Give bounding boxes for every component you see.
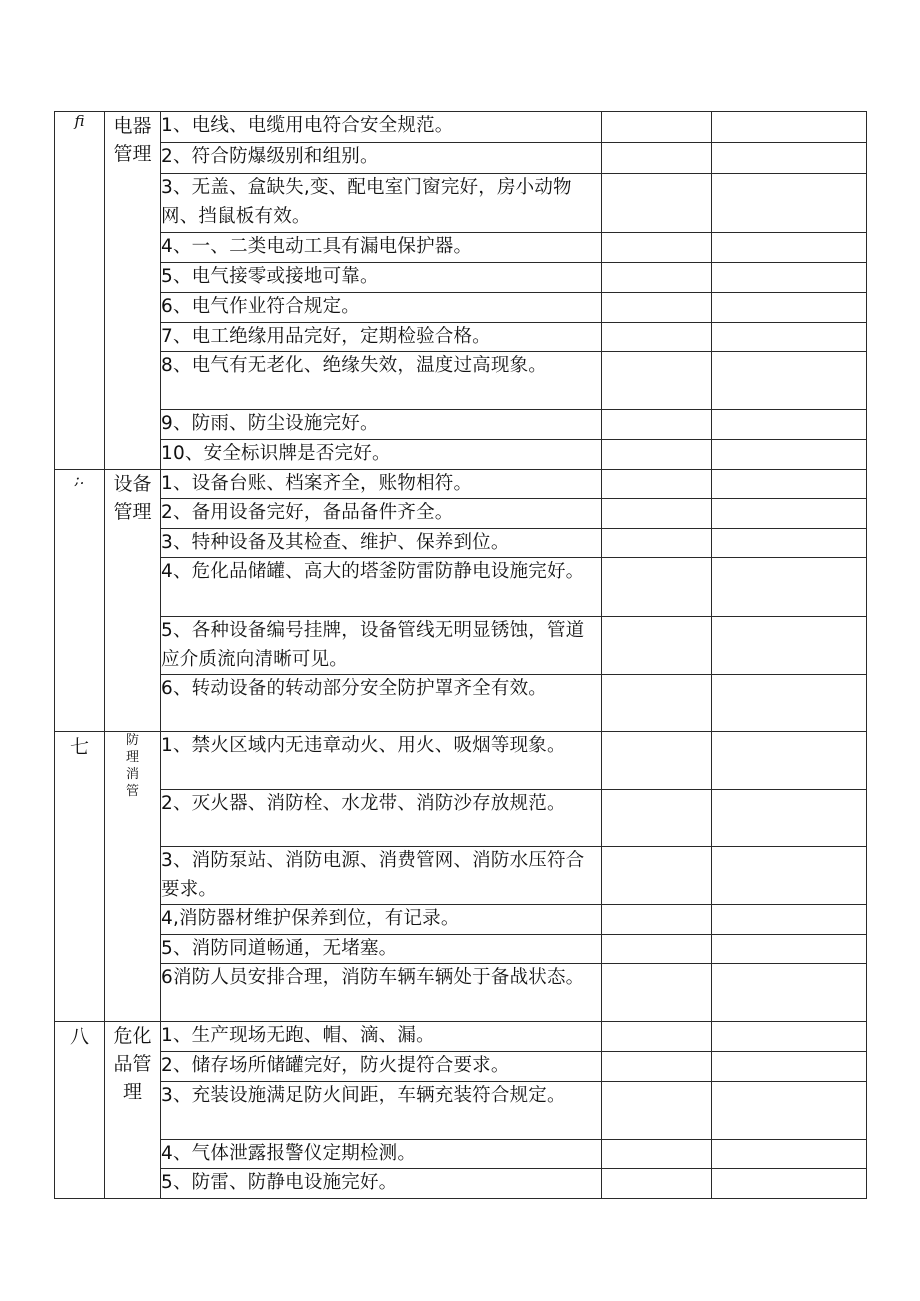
result-cell[interactable] [602, 292, 712, 322]
checklist-item: 3、无盖、盒缺失,变、配电室门窗完好，房小动物网、挡鼠板有效。 [161, 174, 602, 233]
section-number: 八 [55, 1022, 105, 1199]
checklist-item: 2、符合防爆级别和组别。 [161, 143, 602, 174]
remark-cell[interactable] [712, 790, 867, 847]
result-cell[interactable] [602, 1081, 712, 1139]
result-cell[interactable] [602, 675, 712, 732]
checklist-item: 4、一、二类电动工具有漏电保护器。 [161, 233, 602, 263]
checklist-item: 3、特种设备及其检查、维护、保养到位。 [161, 528, 602, 558]
remark-cell[interactable] [712, 233, 867, 263]
checklist-item: 5、消防同道畅通，无堵塞。 [161, 934, 602, 964]
result-cell[interactable] [602, 439, 712, 469]
remark-cell[interactable] [712, 847, 867, 905]
result-cell[interactable] [602, 905, 712, 935]
remark-cell[interactable] [712, 964, 867, 1022]
checklist-item: 6消防人员安排合理，消防车辆车辆处于备战状态。 [161, 964, 602, 1022]
remark-cell[interactable] [712, 1169, 867, 1199]
section-category [105, 112, 161, 470]
remark-cell[interactable] [712, 1081, 867, 1139]
table-row [55, 847, 867, 905]
table-row [55, 233, 867, 263]
checklist-item: 2、备用设备完好，备品备件齐全。 [161, 499, 602, 529]
checklist-item: 1、电线、电缆用电符合安全规范。 [161, 112, 602, 143]
checklist-item: 6、电气作业符合规定。 [161, 292, 602, 322]
remark-cell[interactable] [712, 292, 867, 322]
checklist-item: 6、转动设备的转动部分安全防护罩齐全有效。 [161, 675, 602, 732]
table-row [55, 558, 867, 617]
remark-cell[interactable] [712, 1052, 867, 1082]
table-row [55, 1139, 867, 1169]
remark-cell[interactable] [712, 469, 867, 499]
checklist-item: 5、电气接零或接地可靠。 [161, 263, 602, 293]
remark-cell[interactable] [712, 499, 867, 529]
remark-cell[interactable] [712, 675, 867, 732]
checklist-item: 10、安全标识牌是否完好。 [161, 439, 602, 469]
result-cell[interactable] [602, 732, 712, 790]
table-row [55, 934, 867, 964]
remark-cell[interactable] [712, 732, 867, 790]
table-row [55, 499, 867, 529]
checklist-item: 1、禁火区域内无违章动火、用火、吸烟等现象。 [161, 732, 602, 790]
checklist-item: 1、设备台账、档案齐全，账物相符。 [161, 469, 602, 499]
checklist-item: 8、电气有无老化、绝缘失效，温度过高现象。 [161, 352, 602, 410]
section-number: fi [55, 112, 105, 470]
checklist-item: 4、危化品储罐、高大的塔釜防雷防静电设施完好。 [161, 558, 602, 617]
remark-cell[interactable] [712, 617, 867, 675]
result-cell[interactable] [602, 174, 712, 233]
section-number: ;. [55, 469, 105, 732]
table-row [55, 439, 867, 469]
result-cell[interactable] [602, 263, 712, 293]
result-cell[interactable] [602, 934, 712, 964]
remark-cell[interactable] [712, 528, 867, 558]
remark-cell[interactable] [712, 263, 867, 293]
table-row [55, 905, 867, 935]
table-row [55, 292, 867, 322]
checklist-item: 3、消防泵站、消防电源、消费管网、消防水压符合要求。 [161, 847, 602, 905]
section-category [105, 732, 161, 1022]
remark-cell[interactable] [712, 934, 867, 964]
section-category [105, 1022, 161, 1199]
checklist-item: 2、灭火器、消防栓、水龙带、消防沙存放规范。 [161, 790, 602, 847]
table-row [55, 143, 867, 174]
result-cell[interactable] [602, 1022, 712, 1052]
table-row [55, 174, 867, 233]
table-row [55, 469, 867, 499]
result-cell[interactable] [602, 617, 712, 675]
checklist-item: 1、生产现场无跑、帽、滴、漏。 [161, 1022, 602, 1052]
section-category-label: 电器管理 [113, 115, 152, 165]
remark-cell[interactable] [712, 112, 867, 143]
remark-cell[interactable] [712, 1139, 867, 1169]
remark-cell[interactable] [712, 410, 867, 440]
result-cell[interactable] [602, 233, 712, 263]
remark-cell[interactable] [712, 352, 867, 410]
result-cell[interactable] [602, 1139, 712, 1169]
table-row [55, 528, 867, 558]
checklist-item: 5、各种设备编号挂牌，设备管线无明显锈蚀，管道应介质流向清晰可见。 [161, 617, 602, 675]
result-cell[interactable] [602, 1052, 712, 1082]
table-row [55, 1169, 867, 1199]
remark-cell[interactable] [712, 143, 867, 174]
result-cell[interactable] [602, 112, 712, 143]
checklist-item: 2、储存场所储罐完好，防火提符合要求。 [161, 1052, 602, 1082]
section-category-label: 设备管理 [113, 472, 152, 523]
section-category [105, 469, 161, 732]
table-row [55, 1052, 867, 1082]
table-row [55, 263, 867, 293]
result-cell[interactable] [602, 790, 712, 847]
result-cell[interactable] [602, 558, 712, 617]
inspection-checklist-table [54, 111, 867, 1199]
checklist-item: 9、防雨、防尘设施完好。 [161, 410, 602, 440]
checklist-item: 5、防雷、防静电设施完好。 [161, 1169, 602, 1199]
table-row [55, 322, 867, 352]
checklist-item: 3、充装设施满足防火间距，车辆充装符合规定。 [161, 1081, 602, 1139]
table-row [55, 352, 867, 410]
checklist-item: 7、电工绝缘用品完好，定期检验合格。 [161, 322, 602, 352]
remark-cell[interactable] [712, 1022, 867, 1052]
result-cell[interactable] [602, 352, 712, 410]
result-cell[interactable] [602, 1169, 712, 1199]
result-cell[interactable] [602, 528, 712, 558]
checklist-item: 4,消防器材维护保养到位，有记录。 [161, 905, 602, 935]
table-row [55, 732, 867, 790]
section-number: 七 [55, 732, 105, 1022]
section-category-label: 防理消管 [125, 733, 139, 799]
table-row [55, 410, 867, 440]
remark-cell[interactable] [712, 174, 867, 233]
result-cell[interactable] [602, 322, 712, 352]
result-cell[interactable] [602, 143, 712, 174]
table-row [55, 1022, 867, 1052]
result-cell[interactable] [602, 410, 712, 440]
result-cell[interactable] [602, 847, 712, 905]
result-cell[interactable] [602, 964, 712, 1022]
remark-cell[interactable] [712, 558, 867, 617]
result-cell[interactable] [602, 499, 712, 529]
section-category-label: 危化品管理 [113, 1025, 152, 1103]
table-row [55, 964, 867, 1022]
table-row [55, 112, 867, 143]
table-row [55, 790, 867, 847]
remark-cell[interactable] [712, 322, 867, 352]
remark-cell[interactable] [712, 905, 867, 935]
table-row [55, 675, 867, 732]
result-cell[interactable] [602, 469, 712, 499]
table-row [55, 1081, 867, 1139]
remark-cell[interactable] [712, 439, 867, 469]
table-row [55, 617, 867, 675]
checklist-item: 4、气体泄露报警仪定期检测。 [161, 1139, 602, 1169]
